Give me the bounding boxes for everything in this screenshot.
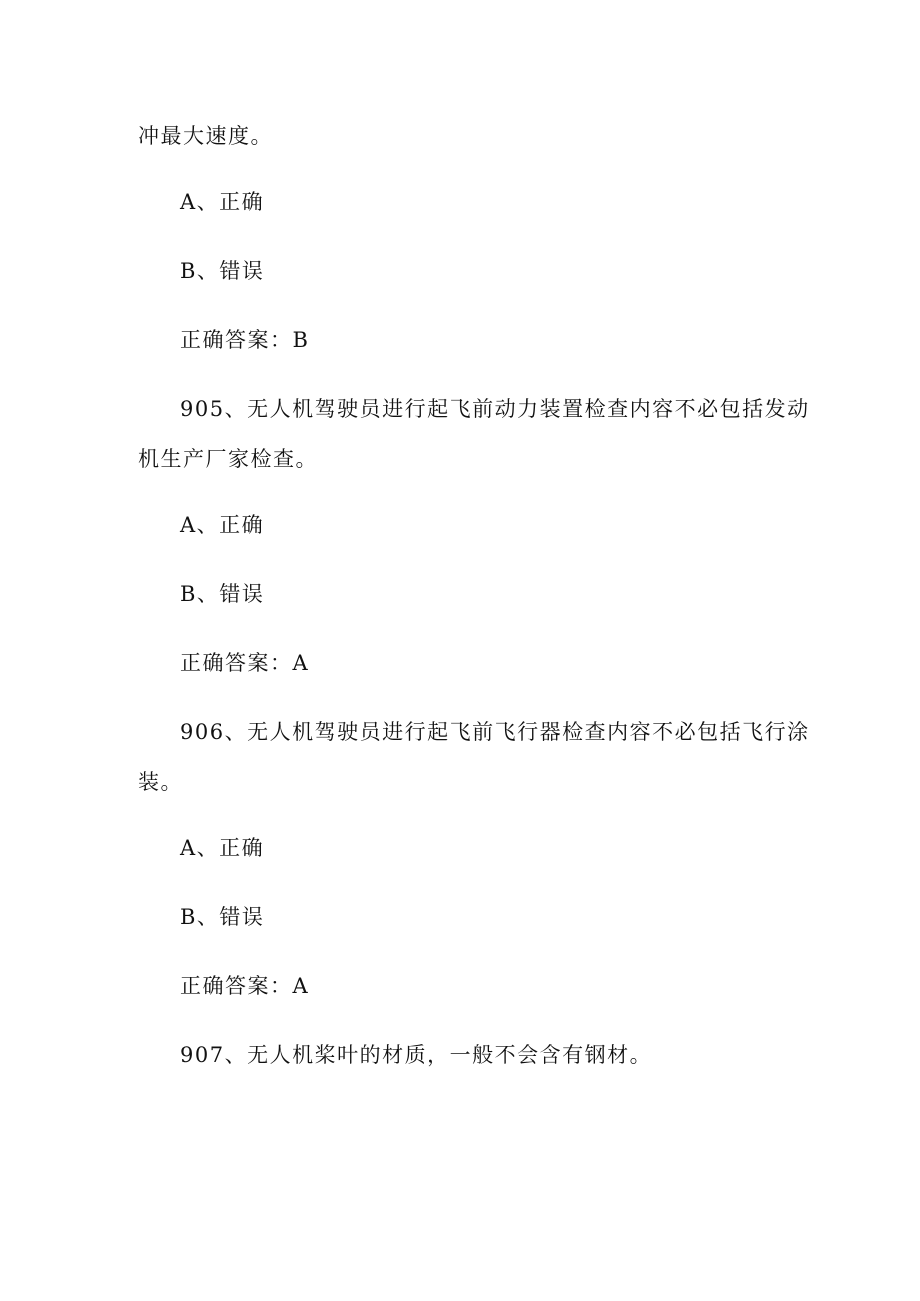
- question-text-continuation: 冲最大速度。: [138, 124, 273, 148]
- question-906-text-cont: 装。: [138, 770, 183, 794]
- option-b: B、错误: [180, 905, 265, 929]
- option-b: B、错误: [180, 582, 265, 606]
- correct-answer: 正确答案：A: [180, 651, 310, 675]
- question-905-text-cont: 机生产厂家检查。: [138, 447, 318, 471]
- question-905-text: 905、无人机驾驶员进行起飞前动力装置检查内容不必包括发动: [180, 397, 810, 421]
- option-a: A、正确: [180, 513, 265, 537]
- correct-answer: 正确答案：A: [180, 974, 310, 998]
- option-a: A、正确: [180, 190, 265, 214]
- question-907-text: 907、无人机桨叶的材质，一般不会含有钢材。: [180, 1043, 653, 1067]
- option-b: B、错误: [180, 259, 265, 283]
- option-a: A、正确: [180, 836, 265, 860]
- correct-answer: 正确答案：B: [180, 328, 310, 352]
- question-906-text: 906、无人机驾驶员进行起飞前飞行器检查内容不必包括飞行涂: [180, 720, 810, 744]
